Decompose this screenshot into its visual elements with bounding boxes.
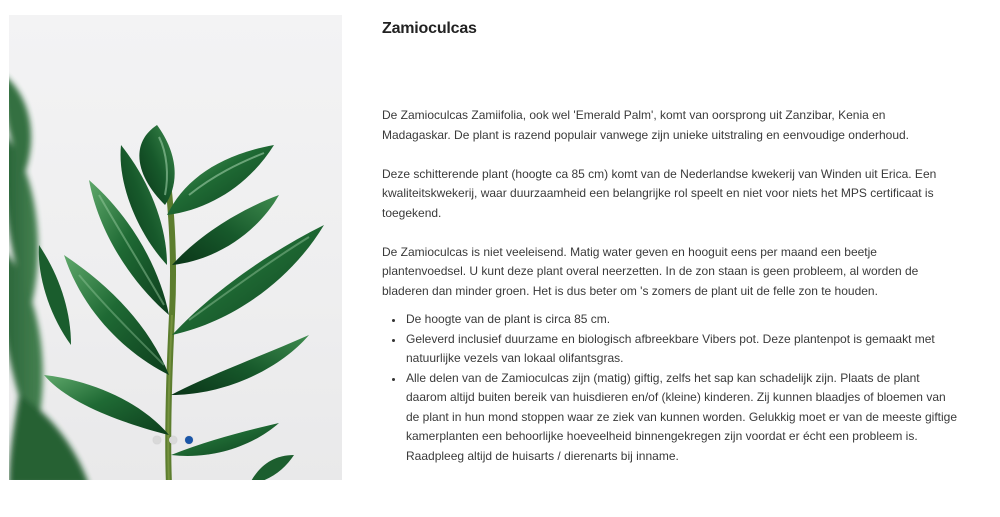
gallery-dot-1[interactable] — [153, 436, 161, 444]
product-image-gallery[interactable] — [9, 15, 342, 480]
gallery-dot-2[interactable] — [169, 436, 177, 444]
feature-list — [382, 310, 957, 466]
description-paragraph: De Zamioculcas is niet veeleisend. Matig water geven en hooguit eens per maand een beetje plantenvoedsel. U kunt deze plant overal neerzetten. In de zon staan is geen probleem, al worden de bladeren dan minder groen. Het is dus beter om 's zomers de plant uit de felle zon te houden. — [382, 244, 919, 298]
description-paragraph: De Zamioculcas Zamiifolia, ook wel 'Emerald Palm', komt van oorsprong uit Zanzibar, Kenia en Madagaskar. De plant is razend populair vanwege zijn unieke uitstraling en eenvoudige onderhoud. — [382, 108, 910, 142]
feature-list-item: • Geleverd inclusief duurzame en biologisch afbreekbare Vibers pot. Deze plantenpot is gemaakt met natuurlijke vezels van lokaal olifantsgras. — [404, 330, 957, 369]
plant-photo — [9, 15, 342, 480]
product-description — [382, 106, 957, 466]
feature-list-item: • De hoogte van de plant is circa 85 cm. — [404, 310, 957, 330]
gallery-dot-3-active[interactable] — [185, 436, 193, 444]
product-title: Zamioculcas — [382, 20, 477, 37]
gallery-pagination — [153, 436, 193, 444]
description-paragraph: Deze schitterende plant (hoogte ca 85 cm) komt van de Nederlandse kwekerij van Winden uit Erica. Een kwaliteitskwekerij, waar duurzaamheid een belangrijke rol speelt en niet voor niets het MPS certificaat is toegekend. — [382, 166, 937, 220]
feature-list-item: • Alle delen van de Zamioculcas zijn (matig) giftig, zelfs het sap kan schadelijk zijn. Plaats de plant daarom altijd buiten bereik van huisdieren en/of (kleine) kinderen. Zij kunnen blaadjes of bloemen van de plant in hun mond stoppen waar ze ziek van kunnen worden. Gelukkig moet er van de meeste giftige kamerplanten een behoorlijke hoeveelheid binnengekregen zijn voordat er écht een probleem is. Raadpleeg altijd de huisarts / dierenarts bij inname. — [404, 369, 957, 467]
